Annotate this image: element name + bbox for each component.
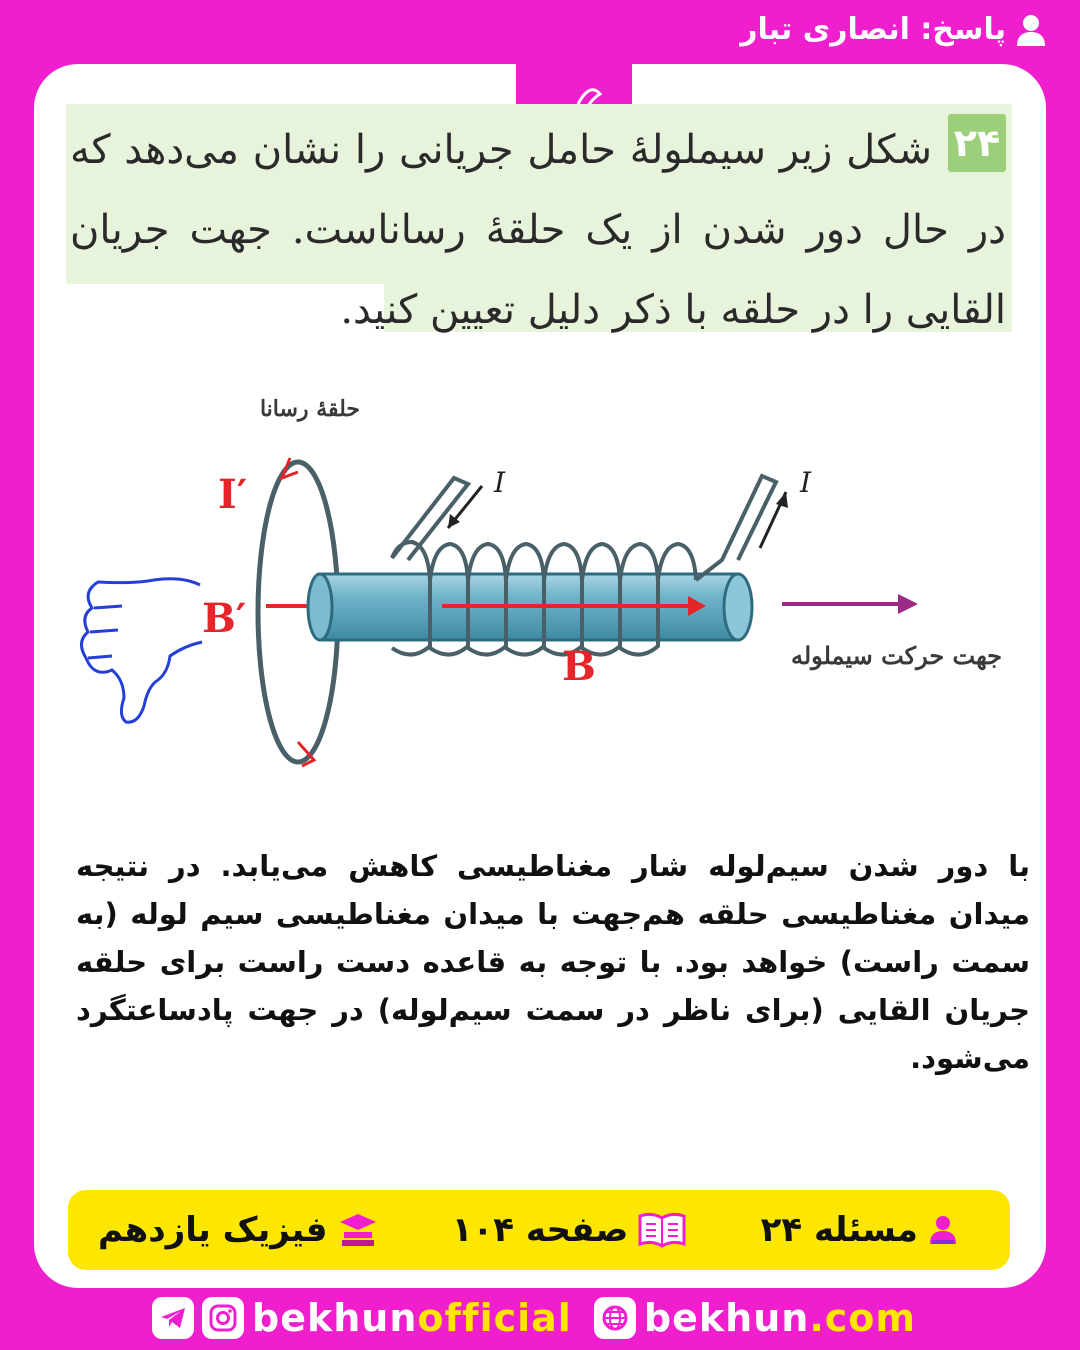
teacher-icon	[928, 1214, 958, 1246]
induced-field-label: B′	[202, 595, 247, 642]
website-url-main: bekhun	[643, 1296, 810, 1340]
page-label: صفحه ۱۰۴	[451, 1210, 629, 1250]
answer-text: با دور شدن سیم‌لوله شار مغناطیسی کاهش می‌یابد. در نتیجه میدان مغناطیسی حلقه هم‌جهت با میدان مغناطیسی سیم لوله (به سمت راست) خواهد بود. با توجه به قاعده دست راست برای حلقه جریان القایی (برای ناظر در سمت سیم‌لوله) در جهت پادساعتگرد می‌شود.	[76, 849, 1030, 1075]
answer-author-text: پاسخ: انصاری تبار	[740, 12, 1006, 47]
ring-label: حلقهٔ رسانا	[259, 396, 361, 422]
current-out-arrowhead	[776, 492, 788, 508]
solenoid-field-label: B	[562, 643, 596, 690]
website-url[interactable]	[644, 1296, 916, 1340]
subject-info	[98, 1210, 378, 1250]
current-out-label: I	[800, 466, 812, 499]
instagram-handle[interactable]	[252, 1296, 572, 1340]
motion-arrowhead	[898, 594, 918, 614]
question-text: شکل زیر سیملولهٔ حامل جریانی را نشان می‌دهد که در حال دور شدن از یک حلقهٔ رساناست. جهت جریان القایی را در حلقه با ذکر دلیل تعیین کنید.	[70, 127, 1006, 333]
globe-icon	[594, 1297, 636, 1339]
question-box	[66, 104, 1012, 332]
current-in-label: I	[494, 466, 506, 499]
solenoid-end-left	[308, 574, 332, 640]
book-icon	[638, 1212, 686, 1248]
answer-author	[740, 12, 1046, 47]
footer	[0, 1290, 1080, 1346]
problem-label: مسئله ۲۴	[760, 1210, 918, 1250]
info-bar	[68, 1190, 1010, 1270]
graduation-books-icon	[338, 1212, 378, 1248]
subject-label: فیزیک یازدهم	[98, 1210, 328, 1250]
solenoid-figure	[62, 380, 1022, 780]
page-info	[452, 1210, 687, 1250]
problem-info	[761, 1210, 958, 1250]
hand-drawing	[81, 579, 202, 722]
solenoid-end-right	[724, 574, 752, 640]
website-url-accent: .com	[809, 1296, 916, 1340]
instagram-handle-main: bekhun	[252, 1296, 418, 1340]
social-handle[interactable]	[152, 1296, 572, 1340]
instagram-icon[interactable]	[202, 1297, 244, 1339]
motion-label: جهت حرکت سیملوله	[791, 641, 1002, 670]
question-number: ۲۴	[948, 114, 1006, 172]
website-link[interactable]	[594, 1296, 916, 1340]
instagram-handle-accent: official	[417, 1296, 572, 1340]
telegram-icon[interactable]	[152, 1297, 194, 1339]
user-icon	[1016, 14, 1046, 46]
induced-current-label: I′	[218, 471, 248, 518]
